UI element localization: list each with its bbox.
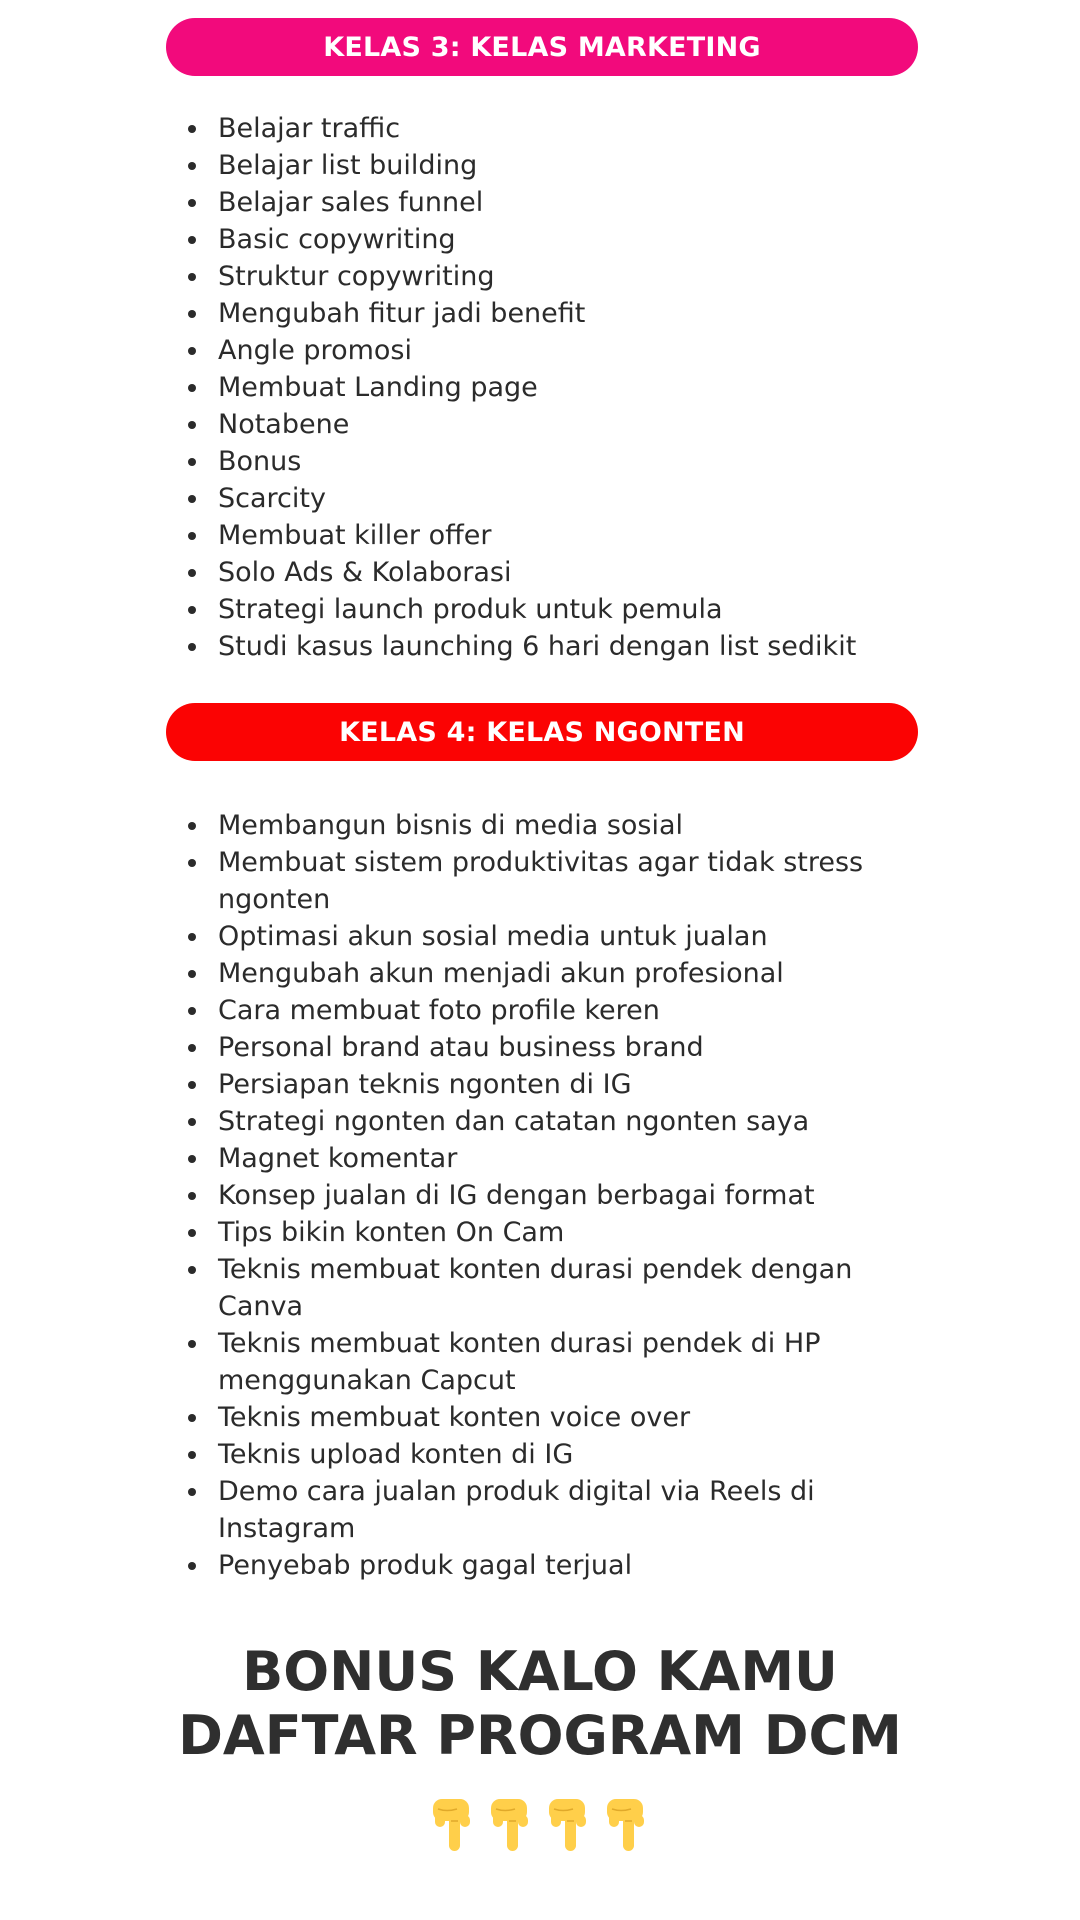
list-item: Optimasi akun sosial media untuk jualan <box>218 918 918 955</box>
kelas-4-banner <box>166 703 918 761</box>
list-item: Tips bikin konten On Cam <box>218 1214 918 1251</box>
list-item: Solo Ads & Kolaborasi <box>218 554 918 591</box>
list-item: Bonus <box>218 443 918 480</box>
bonus-heading-line-1: BONUS KALO KAMU <box>242 1640 838 1703</box>
bonus-heading <box>90 1640 990 1768</box>
list-item: Angle promosi <box>218 332 918 369</box>
list-item: Penyebab produk gagal terjual <box>218 1547 918 1584</box>
list-item: Mengubah akun menjadi akun profesional <box>218 955 918 992</box>
list-item: Membuat Landing page <box>218 369 918 406</box>
list-item: Struktur copywriting <box>218 258 918 295</box>
list-item: Belajar sales funnel <box>218 184 918 221</box>
list-item: Membangun bisnis di media sosial <box>218 807 918 844</box>
list-item: Mengubah fitur jadi benefit <box>218 295 918 332</box>
list-item: Personal brand atau business brand <box>218 1029 918 1066</box>
pointing-down-hand-icon <box>429 1795 477 1855</box>
pointing-down-hand-icon <box>603 1795 651 1855</box>
list-item: Teknis membuat konten durasi pendek dengan Canva <box>218 1251 918 1325</box>
kelas-3-topic-list <box>188 110 918 665</box>
pointing-down-hand-icon <box>487 1795 535 1855</box>
list-item: Teknis membuat konten voice over <box>218 1399 918 1436</box>
list-item: Studi kasus launching 6 hari dengan list sedikit <box>218 628 918 665</box>
list-item: Teknis upload konten di IG <box>218 1436 918 1473</box>
list-item: Belajar traffic <box>218 110 918 147</box>
list-item: Konsep jualan di IG dengan berbagai format <box>218 1177 918 1214</box>
list-item: Scarcity <box>218 480 918 517</box>
list-item: Strategi ngonten dan catatan ngonten saya <box>218 1103 918 1140</box>
kelas-4-topic-list <box>188 807 918 1584</box>
list-item: Demo cara jualan produk digital via Reels di Instagram <box>218 1473 918 1547</box>
list-item: Membuat killer offer <box>218 517 918 554</box>
list-item: Teknis membuat konten durasi pendek di HP menggunakan Capcut <box>218 1325 918 1399</box>
list-item: Persiapan teknis ngonten di IG <box>218 1066 918 1103</box>
pointing-down-hands <box>0 1795 1080 1855</box>
list-item: Notabene <box>218 406 918 443</box>
list-item: Belajar list building <box>218 147 918 184</box>
list-item: Cara membuat foto profile keren <box>218 992 918 1029</box>
kelas-3-title: KELAS 3: KELAS MARKETING <box>323 31 761 63</box>
list-item: Magnet komentar <box>218 1140 918 1177</box>
list-item: Strategi launch produk untuk pemula <box>218 591 918 628</box>
list-item: Membuat sistem produktivitas agar tidak stress ngonten <box>218 844 918 918</box>
pointing-down-hand-icon <box>545 1795 593 1855</box>
list-item: Basic copywriting <box>218 221 918 258</box>
kelas-4-title: KELAS 4: KELAS NGONTEN <box>339 716 745 748</box>
kelas-3-banner <box>166 18 918 76</box>
bonus-heading-line-2: DAFTAR PROGRAM DCM <box>178 1704 902 1767</box>
